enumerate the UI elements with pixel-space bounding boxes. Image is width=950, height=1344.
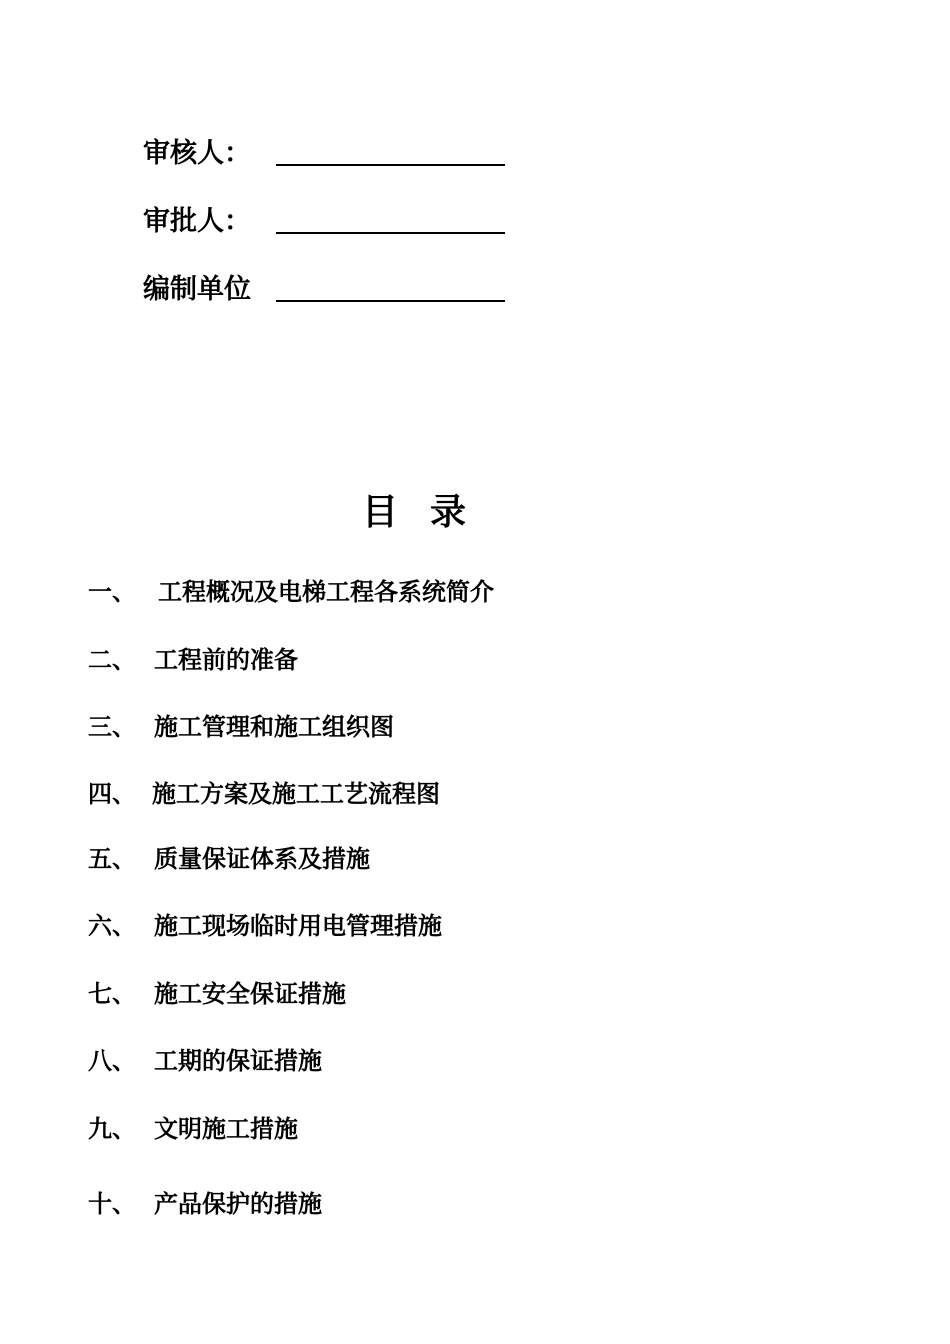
toc-item-number: 七、	[88, 979, 136, 1008]
toc-item-text: 施工管理和施工组织图	[154, 712, 394, 741]
toc-item-text: 施工安全保证措施	[154, 979, 346, 1008]
organization-label: 编制单位	[143, 274, 251, 305]
toc-item-text: 施工现场临时用电管理措施	[154, 911, 442, 940]
toc-item-number: 一、	[88, 577, 136, 606]
toc-item-number: 二、	[88, 645, 136, 674]
toc-item-number: 六、	[88, 911, 136, 940]
toc-item-number: 十、	[88, 1189, 136, 1218]
approver-label: 审批人：	[143, 206, 251, 237]
toc-item-text: 施工方案及施工工艺流程图	[152, 779, 440, 808]
toc-item-text: 工程前的准备	[154, 645, 298, 674]
approver-signature-line	[276, 232, 505, 234]
toc-title: 目录	[361, 491, 498, 533]
toc-item-text: 工期的保证措施	[154, 1046, 322, 1075]
toc-item-number: 九、	[88, 1114, 136, 1143]
toc-item-text: 质量保证体系及措施	[154, 844, 370, 873]
organization-signature-line	[276, 300, 505, 302]
toc-item-number: 三、	[88, 712, 136, 741]
toc-item-text: 产品保护的措施	[154, 1189, 322, 1218]
toc-item-number: 五、	[88, 844, 136, 873]
reviewer-label: 审核人：	[143, 138, 251, 169]
toc-item-text: 文明施工措施	[154, 1114, 298, 1143]
toc-item-text: 工程概况及电梯工程各系统简介	[158, 577, 494, 606]
reviewer-signature-line	[276, 164, 505, 166]
toc-item-number: 八、	[88, 1046, 136, 1075]
toc-item-number: 四、	[88, 779, 136, 808]
